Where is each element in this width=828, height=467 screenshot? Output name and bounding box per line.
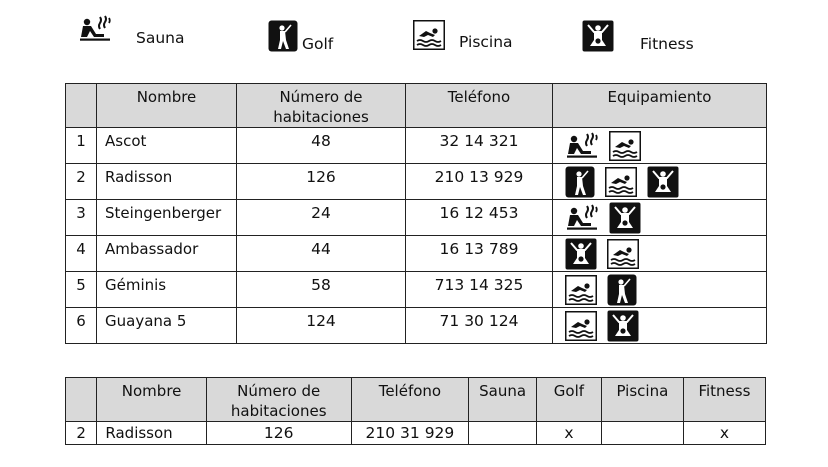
hotel-name: Ascot <box>97 128 237 164</box>
hotel-name: Ambassador <box>97 236 237 272</box>
phone-number: 210 13 929 <box>406 164 553 200</box>
table1-row <box>66 200 767 236</box>
pool-icon <box>605 167 637 197</box>
hotel-name: Steingenberger <box>97 200 237 236</box>
pool-icon-wrap <box>607 239 639 269</box>
row-index: 5 <box>66 272 97 308</box>
table1-row <box>66 236 767 272</box>
pool-icon <box>565 275 597 305</box>
table2-header-rooms: Número de habitaciones <box>206 378 351 422</box>
golf-icon <box>607 274 637 306</box>
room-count: 48 <box>237 128 406 164</box>
fitness-icon-wrap <box>647 166 679 198</box>
sauna-mark <box>469 422 537 445</box>
table1-row <box>66 128 767 164</box>
fitness-icon <box>647 166 679 198</box>
equipment-icons <box>553 164 767 200</box>
fitness-icon <box>565 238 597 270</box>
sauna-icon <box>565 203 599 233</box>
row-index: 3 <box>66 200 97 236</box>
pool-icon <box>607 239 639 269</box>
equipment-icons <box>553 236 767 272</box>
sauna-icon-wrap <box>565 131 599 161</box>
table2-header-golf: Golf <box>537 378 602 422</box>
fitness-icon-wrap <box>565 238 597 270</box>
row-index: 1 <box>66 128 97 164</box>
row-index: 2 <box>66 422 97 445</box>
table2-row <box>66 422 766 445</box>
sauna-icon <box>565 131 599 161</box>
room-count: 126 <box>206 422 351 445</box>
room-count: 124 <box>237 308 406 344</box>
equipment-icons <box>553 128 767 164</box>
pool-icon-wrap <box>609 131 641 161</box>
phone-number: 210 31 929 <box>351 422 469 445</box>
phone-number: 32 14 321 <box>406 128 553 164</box>
equipment-icons <box>553 272 767 308</box>
hotel-services-table <box>65 377 766 445</box>
legend-label-golf: Golf <box>302 34 334 53</box>
legend-label-sauna: Sauna <box>136 28 185 47</box>
golf-icon <box>268 20 298 52</box>
equipment-icons <box>553 200 767 236</box>
table2-header-fitness: Fitness <box>683 378 765 422</box>
row-index: 4 <box>66 236 97 272</box>
row-index: 2 <box>66 164 97 200</box>
table1-header-name: Nombre <box>97 84 237 128</box>
fitness-icon <box>582 20 614 52</box>
table2-header-phone: Teléfono <box>351 378 469 422</box>
table1-header-phone: Teléfono <box>406 84 553 128</box>
table1-header-rooms: Número de habitaciones <box>237 84 406 128</box>
legend-fitness <box>582 20 694 52</box>
hotel-name: Radisson <box>97 164 237 200</box>
table1-header-equipment: Equipamiento <box>553 84 767 128</box>
table2-header-sauna: Sauna <box>469 378 537 422</box>
phone-number: 71 30 124 <box>406 308 553 344</box>
pool-icon <box>413 20 445 50</box>
row-index: 6 <box>66 308 97 344</box>
legend-pool <box>413 20 513 50</box>
legend-label-pool: Piscina <box>459 32 513 51</box>
table1-row <box>66 164 767 200</box>
hotel-name: Guayana 5 <box>97 308 237 344</box>
hotel-name: Radisson <box>97 422 206 445</box>
phone-number: 713 14 325 <box>406 272 553 308</box>
fitness-icon <box>609 202 641 234</box>
sauna-icon <box>78 14 112 44</box>
fitness-icon-wrap <box>607 310 639 342</box>
pool-icon-wrap <box>565 275 597 305</box>
pool-icon-wrap <box>565 311 597 341</box>
table1-row <box>66 308 767 344</box>
golf-icon-wrap <box>607 274 637 306</box>
phone-number: 16 13 789 <box>406 236 553 272</box>
hotels-equipment-table <box>65 83 767 344</box>
room-count: 58 <box>237 272 406 308</box>
equipment-icons <box>553 308 767 344</box>
room-count: 24 <box>237 200 406 236</box>
pool-icon <box>609 131 641 161</box>
phone-number: 16 12 453 <box>406 200 553 236</box>
pool-icon <box>565 311 597 341</box>
room-count: 44 <box>237 236 406 272</box>
pool-mark <box>601 422 683 445</box>
golf-icon <box>565 166 595 198</box>
fitness-mark: x <box>683 422 765 445</box>
table2-header-row <box>66 378 766 422</box>
sauna-icon-wrap <box>565 203 599 233</box>
hotel-name: Géminis <box>97 272 237 308</box>
legend-sauna <box>78 18 185 47</box>
golf-mark: x <box>537 422 602 445</box>
table2-header-pool: Piscina <box>601 378 683 422</box>
table2-header-name: Nombre <box>97 378 206 422</box>
fitness-icon-wrap <box>609 202 641 234</box>
legend-golf <box>268 20 333 52</box>
room-count: 126 <box>237 164 406 200</box>
table1-row <box>66 272 767 308</box>
table1-header-row <box>66 84 767 128</box>
table2-header-index <box>66 378 97 422</box>
pool-icon-wrap <box>605 167 637 197</box>
table1-header-index <box>66 84 97 128</box>
legend-label-fitness: Fitness <box>640 34 694 53</box>
fitness-icon <box>607 310 639 342</box>
golf-icon-wrap <box>565 166 595 198</box>
